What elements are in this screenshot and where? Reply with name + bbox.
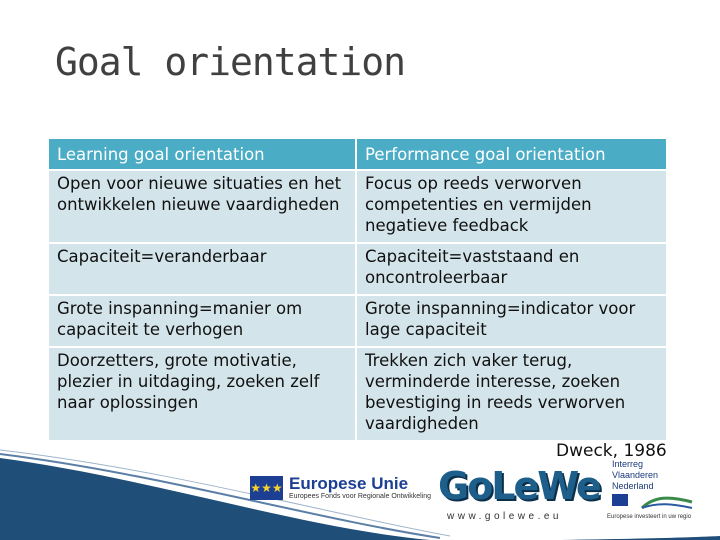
table-cell: Grote inspanning=indicator voor lage capaciteit: [357, 296, 666, 346]
table-header-row: [49, 139, 666, 169]
table-row: [49, 296, 666, 346]
wave-shape-right: [560, 536, 720, 540]
table-cell: Capaciteit=vaststaand en oncontroleerbaar: [357, 244, 666, 294]
table-cell: Capaciteit=veranderbaar: [49, 244, 355, 294]
table-cell: Open voor nieuwe situaties en het ontwikkelen nieuwe vaardigheden: [49, 171, 355, 242]
nederland-label: Nederland: [612, 481, 654, 491]
slide-title: Goal orientation: [55, 40, 406, 84]
interreg-tagline: Europese investeert in uw regio: [607, 514, 692, 520]
table-row: [49, 171, 666, 242]
header-performance: Performance goal orientation: [357, 139, 666, 169]
table-row: [49, 244, 666, 294]
eu-subtitle: Europees Fonds voor Regionale Ontwikkeling: [289, 493, 432, 500]
header-learning: Learning goal orientation: [49, 139, 355, 169]
goal-orientation-table: [47, 137, 668, 442]
eu-small-flag-icon: [612, 494, 628, 506]
citation: Dweck, 1986: [556, 441, 667, 461]
interreg-label: Interreg: [612, 459, 644, 469]
table-row: [49, 348, 666, 440]
interreg-mark-icon: [640, 496, 694, 510]
table-cell: Grote inspanning=manier om capaciteit te verhogen: [49, 296, 355, 346]
eu-flag-icon: ★★★: [250, 476, 283, 500]
eu-name: Europese Unie: [289, 474, 409, 493]
table-cell: Doorzetters, grote motivatie, plezier in uitdaging, zoeken zelf naar oplossingen: [49, 348, 355, 440]
table-cell: Focus op reeds verworven competenties en vermijden negatieve feedback: [357, 171, 666, 242]
golewe-url: www.golewe.eu: [447, 511, 562, 522]
table-cell: Trekken zich vaker terug, verminderde interesse, zoeken bevestiging in reeds verworven vaardigheden: [357, 348, 666, 440]
golewe-logo: GoLeWe: [438, 464, 600, 508]
vlaanderen-label: Vlaanderen: [612, 470, 659, 480]
